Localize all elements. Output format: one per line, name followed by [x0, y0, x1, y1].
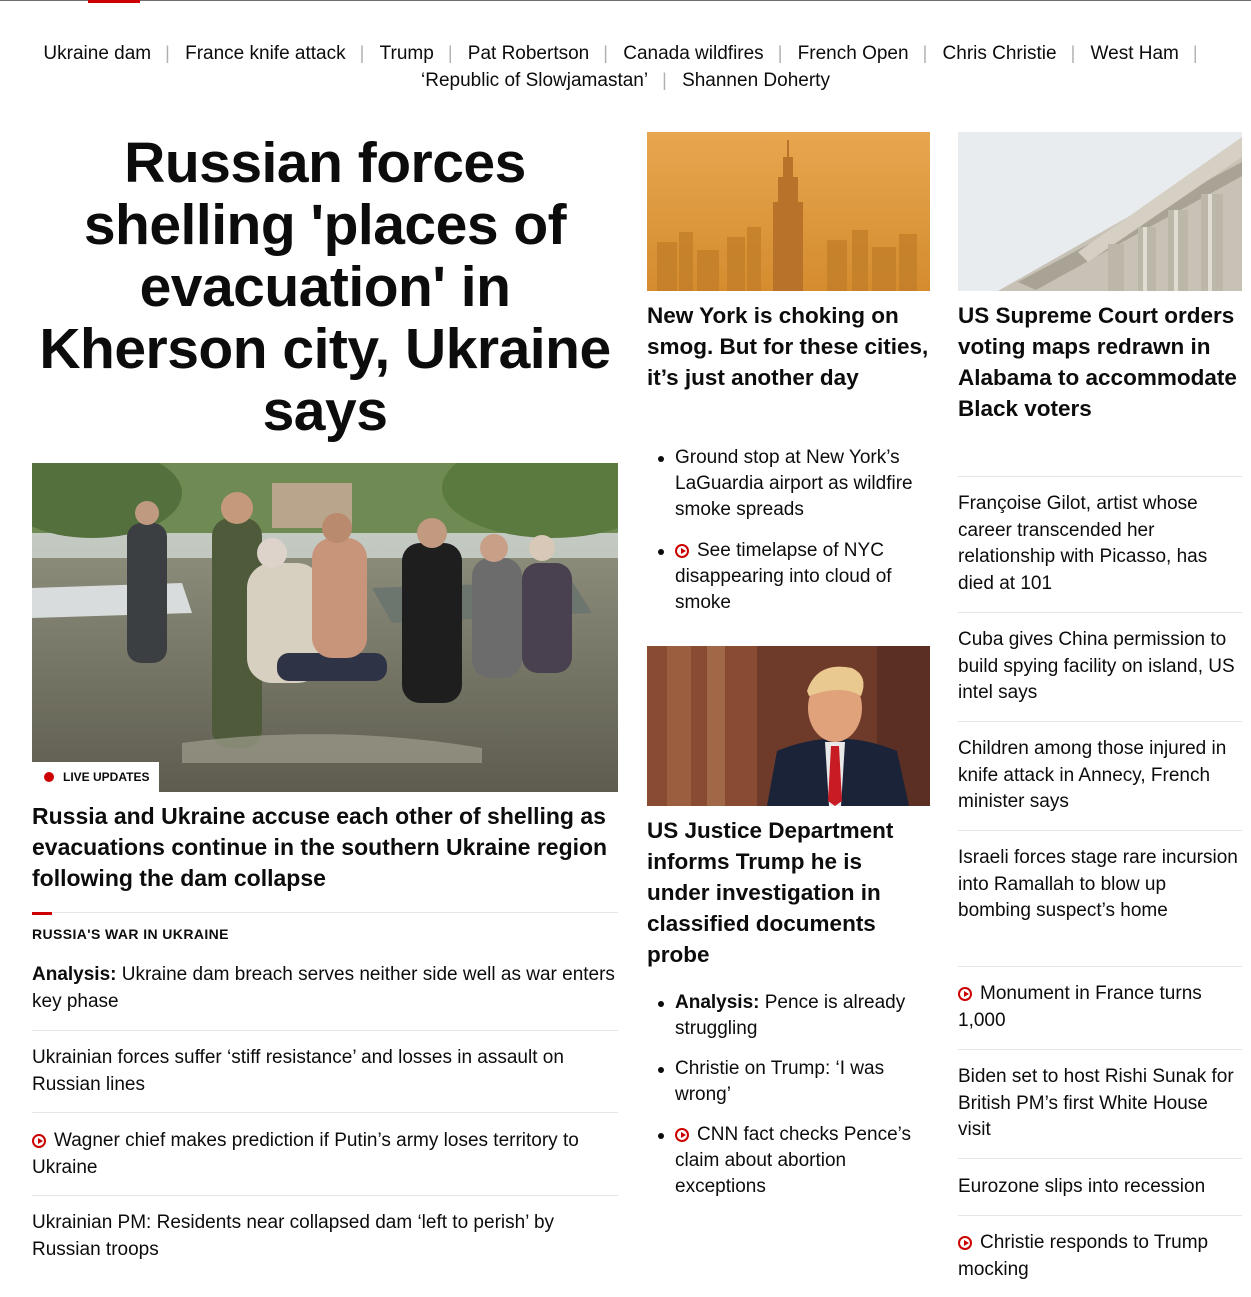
- trending-item[interactable]: [682, 67, 830, 94]
- trending-item[interactable]: [43, 40, 179, 67]
- trump-headline-link[interactable]: US Justice Department informs Trump he is under investigation in classified documents probe: [647, 818, 894, 967]
- list-item[interactable]: [647, 445, 930, 523]
- trump-photo[interactable]: [647, 646, 930, 806]
- trending-link[interactable]: Pat Robertson: [467, 43, 590, 64]
- list-item[interactable]: [958, 981, 1242, 1034]
- list-item[interactable]: [647, 1056, 937, 1108]
- section-divider: [32, 912, 618, 913]
- story-text: Christie responds to Trump mocking: [958, 1232, 1209, 1280]
- story-prefix: Analysis:: [32, 964, 117, 985]
- trending-item[interactable]: [798, 40, 938, 67]
- flood-rescue-photo: [32, 463, 618, 792]
- hero-photo[interactable]: [32, 463, 618, 792]
- trending-item[interactable]: [1091, 40, 1208, 67]
- list-item[interactable]: [958, 845, 1242, 925]
- story-text: Ukraine dam breach serves neither side well as war enters key phase: [32, 964, 615, 1012]
- video-play-icon: [675, 544, 689, 558]
- trending-item[interactable]: [943, 40, 1086, 67]
- video-play-icon: [958, 987, 972, 1001]
- court-headline-link[interactable]: US Supreme Court orders voting maps redrawn in Alabama to accommodate Black voters: [958, 303, 1237, 421]
- story-text: See timelapse of NYC disappearing into cloud of smoke: [675, 540, 892, 613]
- trending-separator: |: [922, 43, 928, 63]
- list-item[interactable]: [647, 538, 930, 616]
- trending-item[interactable]: [380, 40, 463, 67]
- story-text: Christie on Trump: ‘I was wrong’: [675, 1058, 885, 1105]
- trending-link[interactable]: Chris Christie: [942, 43, 1057, 64]
- trending-link[interactable]: Canada wildfires: [623, 43, 764, 64]
- hero-title[interactable]: Russian forces shelling 'places of evacuation' in Kherson city, Ukraine says: [39, 131, 611, 443]
- story-text: Ukrainian forces suffer ‘stiff resistance’ and losses in assault on Russian lines: [32, 1047, 564, 1095]
- list-divider: [32, 1030, 618, 1031]
- smog-related-list: [647, 445, 930, 616]
- video-play-icon: [32, 1134, 46, 1148]
- list-divider: [958, 1215, 1242, 1216]
- story-text: Wagner chief makes prediction if Putin’s army loses territory to Ukraine: [32, 1130, 579, 1178]
- list-item[interactable]: [958, 1064, 1242, 1144]
- trending-link[interactable]: Shannen Doherty: [682, 70, 830, 91]
- list-item[interactable]: [958, 736, 1242, 816]
- story-text: Cuba gives China permission to build spying facility on island, US intel says: [958, 629, 1235, 703]
- story-text: Israeli forces stage rare incursion into Ramallah to blow up bombing suspect’s home: [958, 847, 1238, 921]
- trending-separator: |: [447, 43, 453, 63]
- list-divider: [958, 830, 1242, 831]
- list-item[interactable]: [958, 1230, 1242, 1283]
- supreme-court-photo[interactable]: [958, 132, 1242, 291]
- list-item[interactable]: [647, 1122, 937, 1200]
- section-accent-mark: [32, 912, 52, 915]
- trending-link[interactable]: West Ham: [1090, 43, 1179, 64]
- story-text: Ground stop at New York’s LaGuardia airport as wildfire smoke spreads: [675, 447, 913, 520]
- trending-item[interactable]: [623, 40, 792, 67]
- top-accent-bar: [88, 0, 140, 3]
- trending-item[interactable]: [468, 40, 618, 67]
- top-border: [0, 0, 1251, 1]
- list-divider: [32, 1195, 618, 1196]
- trending-link[interactable]: Trump: [379, 43, 434, 64]
- story-text: Children among those injured in knife attack in Annecy, French minister says: [958, 738, 1227, 812]
- trending-separator: |: [1070, 43, 1076, 63]
- trending-separator: |: [1192, 43, 1198, 63]
- story-text: Pence is already struggling: [675, 992, 906, 1039]
- video-play-icon: [675, 1128, 689, 1142]
- video-play-icon: [958, 1236, 972, 1250]
- smog-photo[interactable]: [647, 132, 930, 291]
- story-text: Biden set to host Rishi Sunak for British PM’s first White House visit: [958, 1066, 1234, 1140]
- section-label[interactable]: RUSSIA'S WAR IN UKRAINE: [32, 926, 229, 942]
- list-divider: [958, 721, 1242, 722]
- trending-link[interactable]: Ukraine dam: [43, 43, 152, 64]
- list-divider: [958, 476, 1242, 477]
- list-item[interactable]: [32, 1128, 618, 1181]
- smog-skyline-image: [647, 132, 930, 291]
- list-divider: [958, 612, 1242, 613]
- story-text: Ukrainian PM: Residents near collapsed dam ‘left to perish’ by Russian troops: [32, 1212, 555, 1260]
- trending-topics-bar: [20, 40, 1231, 94]
- trending-separator: |: [359, 43, 365, 63]
- trending-link[interactable]: ‘Republic of Slowjamastan’: [421, 70, 649, 91]
- smog-headline-link[interactable]: New York is choking on smog. But for these cities, it’s just another day: [647, 303, 929, 390]
- live-dot-icon: [44, 772, 54, 782]
- story-text: Françoise Gilot, artist whose career transcended her relationship with Picasso, has died at 101: [958, 493, 1208, 594]
- supreme-court-image: [958, 132, 1242, 291]
- list-item[interactable]: [958, 1174, 1242, 1201]
- list-item[interactable]: [958, 627, 1242, 707]
- trending-separator: |: [165, 43, 170, 63]
- list-item[interactable]: [32, 1210, 618, 1263]
- trending-separator: |: [777, 43, 783, 63]
- list-item[interactable]: [32, 1045, 618, 1098]
- list-item[interactable]: [32, 962, 618, 1015]
- story-text: Eurozone slips into recession: [958, 1176, 1206, 1197]
- story-text: CNN fact checks Pence’s claim about abortion exceptions: [675, 1124, 912, 1197]
- list-item[interactable]: [647, 990, 937, 1042]
- trending-separator: |: [603, 43, 608, 63]
- trending-link[interactable]: France knife attack: [185, 43, 346, 64]
- list-divider: [32, 1112, 618, 1113]
- trending-item[interactable]: [421, 67, 677, 94]
- trending-item[interactable]: [185, 40, 374, 67]
- trending-link[interactable]: French Open: [797, 43, 909, 64]
- list-item[interactable]: [958, 491, 1242, 597]
- trump-related-list: [647, 990, 937, 1200]
- list-divider: [958, 966, 1242, 967]
- live-updates-label: LIVE UPDATES: [63, 770, 150, 784]
- story-prefix: Analysis:: [675, 992, 760, 1013]
- trending-separator: |: [662, 70, 667, 90]
- list-divider: [958, 1049, 1242, 1050]
- trump-portrait-image: [647, 646, 930, 806]
- live-updates-badge: [32, 762, 159, 792]
- hero-headline-link[interactable]: Russia and Ukraine accuse each other of shelling as evacuations continue in the southern Ukraine region following the dam collapse: [32, 803, 608, 891]
- story-text: Monument in France turns 1,000: [958, 983, 1202, 1031]
- list-divider: [958, 1158, 1242, 1159]
